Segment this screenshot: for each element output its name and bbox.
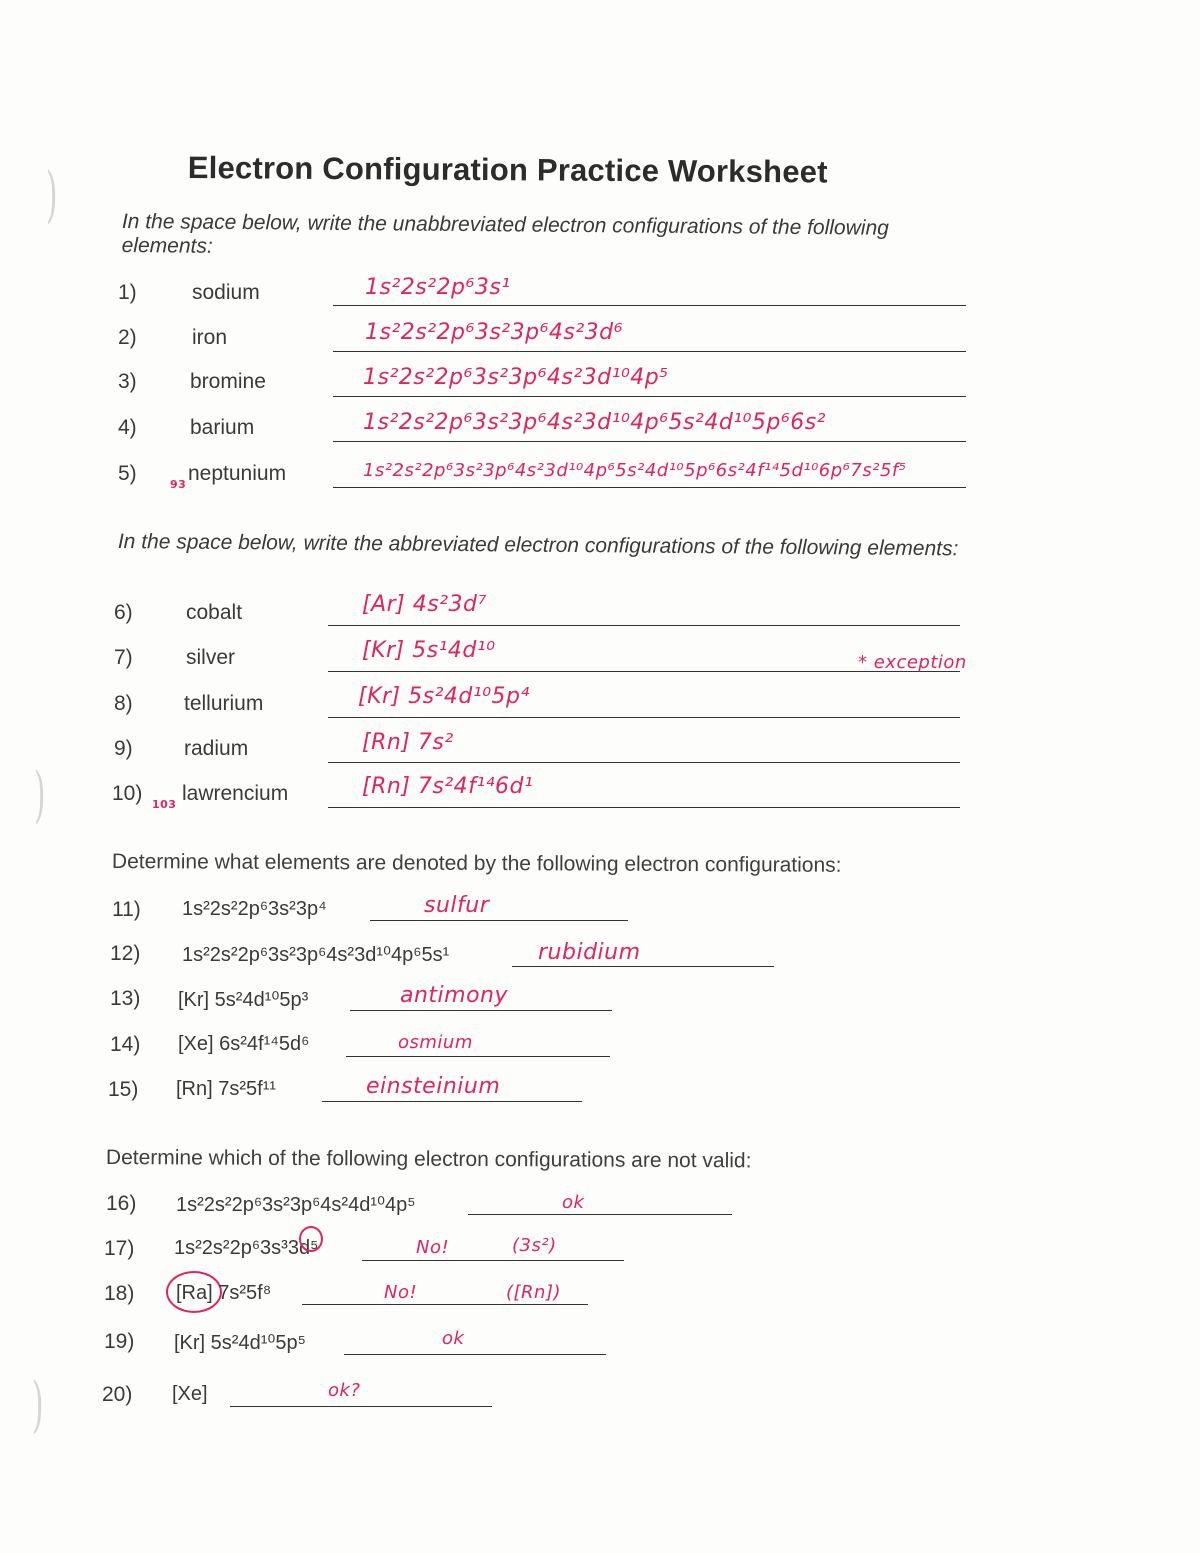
handwritten-answer: osmium	[398, 1032, 473, 1053]
answer-line	[328, 762, 960, 763]
scan-edge-mark: )	[33, 760, 46, 830]
answer-line	[328, 625, 960, 626]
answer-line	[328, 717, 960, 718]
handwritten-answer: 1s²2s²2p⁶3s²3p⁶4s²3d¹⁰4p⁶5s²4d¹⁰5p⁶6s²	[363, 410, 826, 435]
element-name: bromine	[190, 370, 266, 393]
configuration: [Xe] 6s²4f¹⁴5d⁶	[178, 1033, 310, 1055]
question-number: 7)	[114, 646, 133, 669]
element-name: iron	[192, 326, 228, 349]
answer-line	[370, 920, 628, 921]
atomic-number-note: 103	[152, 798, 177, 811]
handwritten-answer: 1s²2s²2p⁶3s²3p⁶4s²3d¹⁰4p⁶5s²4d¹⁰5p⁶6s²4f¹⁴5d¹⁰6p⁶7s²5f⁵	[363, 460, 907, 481]
answer-line	[362, 1260, 624, 1261]
answer-line	[333, 351, 966, 352]
scan-edge-mark: )	[45, 160, 58, 230]
element-name: radium	[184, 737, 249, 760]
handwritten-answer: [Rn] 7s²	[362, 730, 454, 755]
question-number: 14)	[110, 1033, 141, 1056]
correction-note: (3s²)	[512, 1235, 557, 1256]
handwritten-answer: [Kr] 5s²4d¹⁰5p⁴	[358, 684, 530, 709]
question-number: 10)	[112, 782, 143, 805]
configuration: 1s²2s²2p⁶3s³3d⁵	[174, 1237, 319, 1259]
answer-line	[344, 1354, 606, 1355]
answer-line	[302, 1304, 588, 1305]
question-number: 20)	[102, 1383, 133, 1406]
handwritten-answer: 1s²2s²2p⁶3s²3p⁶4s²3d⁶	[365, 320, 623, 345]
answer-line	[512, 966, 774, 967]
handwritten-answer: [Ar] 4s²3d⁷	[362, 592, 487, 617]
configuration: [Kr] 5s²4d¹⁰5p³	[178, 989, 309, 1011]
handwritten-answer: antimony	[400, 983, 509, 1008]
handwritten-answer: No!	[384, 1282, 418, 1303]
handwritten-answer: einsteinium	[366, 1074, 501, 1099]
scan-edge-mark: )	[31, 1370, 44, 1440]
element-name: cobalt	[186, 601, 243, 624]
answer-line	[328, 807, 960, 808]
element-name: neptunium	[188, 462, 287, 485]
question-number: 19)	[104, 1330, 135, 1353]
question-number: 13)	[110, 987, 141, 1010]
handwritten-answer: [Kr] 5s¹4d¹⁰	[362, 638, 496, 663]
handwritten-answer: [Rn] 7s²4f¹⁴6d¹	[362, 774, 534, 799]
answer-line	[333, 396, 966, 397]
answer-line	[346, 1056, 610, 1057]
handwritten-answer: rubidium	[538, 940, 641, 965]
configuration: 1s²2s²2p⁶3s²3p⁴	[182, 898, 327, 920]
handwritten-answer: ok	[562, 1192, 585, 1213]
question-number: 5)	[118, 462, 137, 485]
answer-line	[322, 1101, 582, 1102]
handwritten-answer: 1s²2s²2p⁶3s¹	[365, 275, 511, 300]
configuration: [Kr] 5s²4d¹⁰5p⁵	[174, 1332, 306, 1354]
element-name: lawrencium	[182, 782, 289, 805]
exception-note: * exception	[858, 652, 967, 673]
configuration: [Ra] 7s²5f⁸	[176, 1282, 272, 1304]
correction-note: ([Rn])	[506, 1282, 562, 1303]
handwritten-answer: 1s²2s²2p⁶3s²3p⁶4s²3d¹⁰4p⁵	[363, 365, 669, 390]
correction-circle	[299, 1226, 323, 1252]
question-number: 3)	[118, 370, 137, 393]
question-number: 9)	[114, 737, 133, 760]
configuration: 1s²2s²2p⁶3s²3p⁶4s²3d¹⁰4p⁶5s¹	[182, 944, 450, 966]
question-number: 2)	[118, 326, 137, 349]
answer-line	[350, 1010, 612, 1011]
element-name: silver	[186, 646, 236, 669]
configuration: [Xe]	[172, 1383, 208, 1405]
question-number: 12)	[110, 942, 141, 965]
answer-line	[230, 1406, 492, 1407]
atomic-number-note: 93	[170, 478, 187, 491]
section3-instruction: Determine what elements are denoted by the following electron configurations:	[111, 850, 842, 877]
answer-line	[333, 441, 966, 442]
element-name: sodium	[192, 281, 260, 304]
question-number: 6)	[114, 601, 133, 624]
question-number: 17)	[104, 1237, 135, 1260]
question-number: 16)	[106, 1192, 137, 1215]
page-title: Electron Configuration Practice Worksheet	[187, 150, 828, 190]
answer-line	[468, 1214, 732, 1215]
question-number: 4)	[118, 416, 137, 439]
answer-line	[333, 305, 966, 306]
configuration: [Rn] 7s²5f¹¹	[176, 1078, 277, 1100]
section1-instruction: In the space below, write the unabbreviated electron configurations of the following elements:	[121, 210, 889, 258]
answer-line	[333, 487, 966, 488]
handwritten-answer: ok?	[328, 1380, 361, 1401]
handwritten-answer: ok	[442, 1328, 465, 1349]
element-name: tellurium	[184, 692, 264, 715]
question-number: 1)	[118, 281, 137, 304]
section4-instruction: Determine which of the following electron configurations are not valid:	[105, 1146, 752, 1173]
section2-instruction: In the space below, write the abbreviated electron configurations of the following elements:	[117, 530, 959, 561]
handwritten-answer: sulfur	[424, 893, 490, 918]
question-number: 18)	[104, 1282, 135, 1305]
question-number: 8)	[114, 692, 133, 715]
configuration: 1s²2s²2p⁶3s²3p⁶4s²4d¹⁰4p⁵	[176, 1194, 416, 1216]
handwritten-answer: No!	[416, 1237, 450, 1258]
question-number: 11)	[112, 898, 141, 921]
element-name: barium	[190, 416, 255, 439]
question-number: 15)	[108, 1078, 139, 1101]
